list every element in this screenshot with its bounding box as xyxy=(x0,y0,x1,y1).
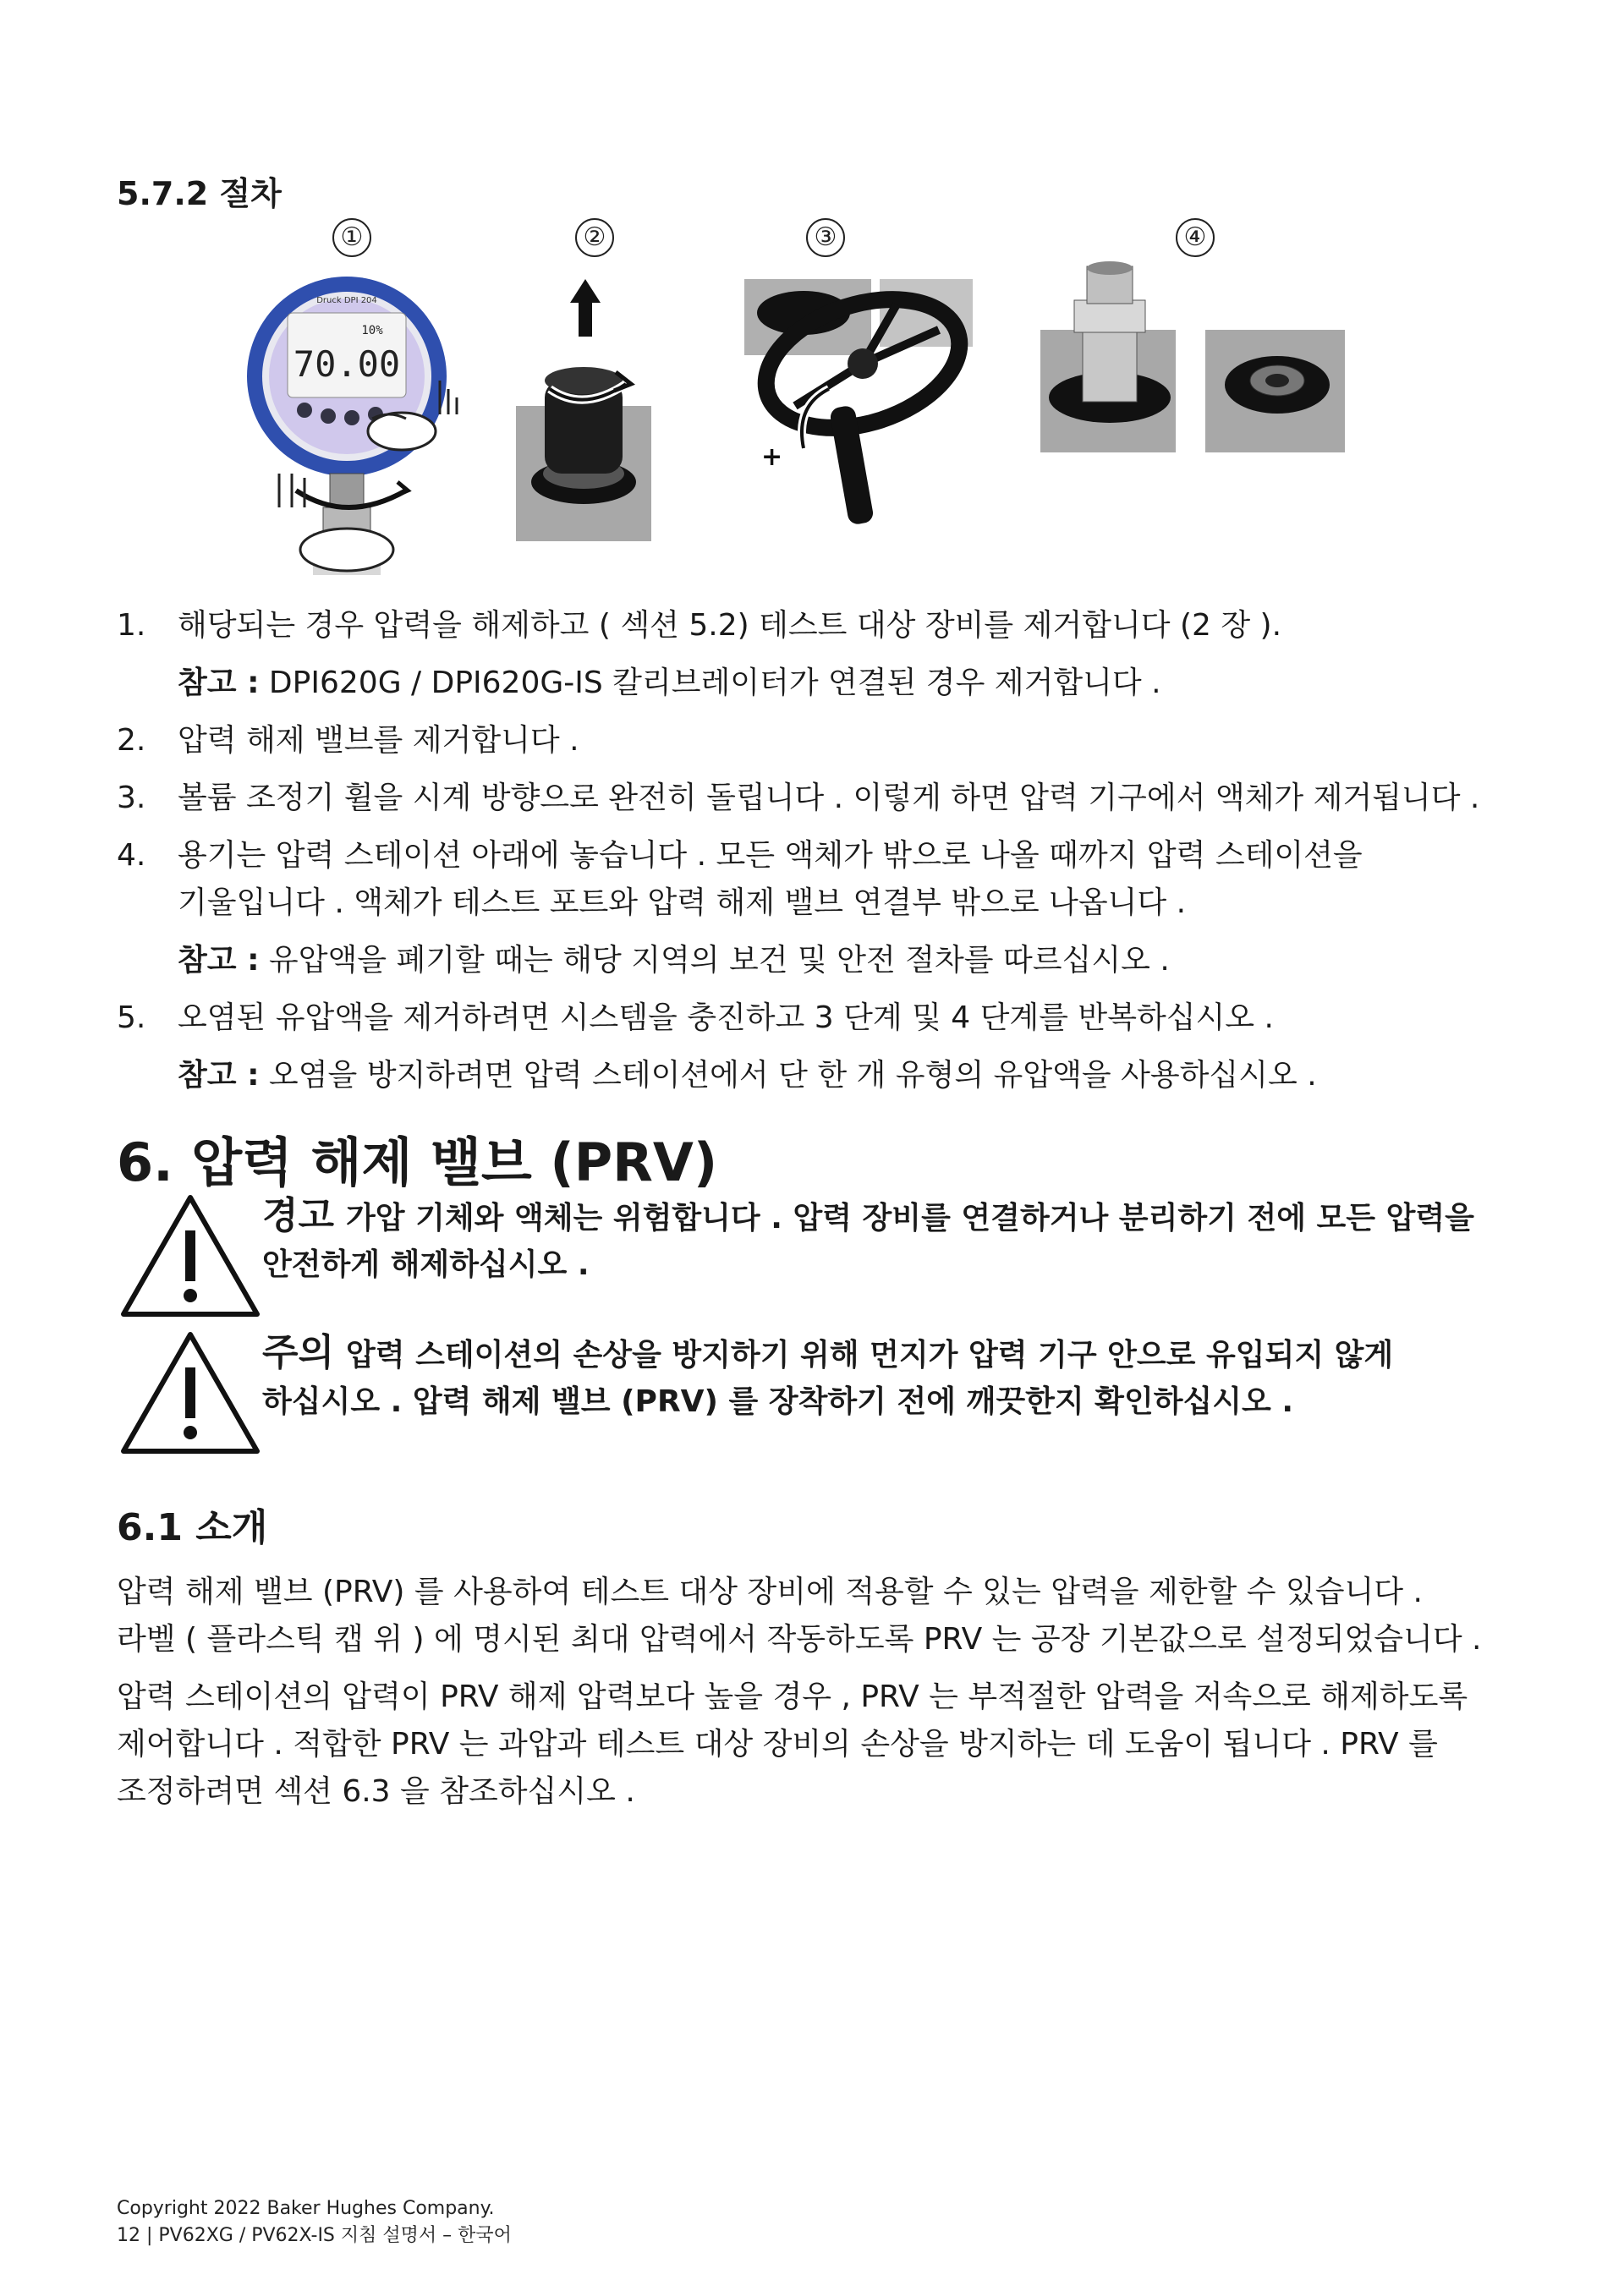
gauge-reading-text: 70.00 xyxy=(293,343,401,385)
step-4-text-continued: 기울입니다 . 액체가 테스트 포트와 압력 해제 밸브 연결부 밖으로 나옵니다 . xyxy=(178,885,1187,920)
intro-paragraph-1-line-2: 라벨 ( 플라스틱 캡 위 ) 에 명시된 최대 압력에서 작동하도록 PRV 는 공장 기본값으로 설정되었습니다 . xyxy=(117,1622,1482,1657)
adapter-fitting-illustration xyxy=(1040,258,1345,452)
note-text: 오염을 방지하려면 압력 스테이션에서 단 한 개 유형의 유압액을 사용하십시오 . xyxy=(259,1058,1317,1093)
figure-number-4: ④ xyxy=(1176,218,1215,257)
step-5-text: 오염된 유압액을 제거하려면 시스템을 충진하고 3 단계 및 4 단계를 반복하십시오 . xyxy=(178,1000,1274,1035)
gauge-brand-text: Druck DPI 204 xyxy=(316,296,377,305)
step-4-number: 4. xyxy=(117,838,146,873)
section-heading-6: 6. 압력 해제 밸브 (PRV) xyxy=(117,1132,718,1193)
caution-triangle-icon xyxy=(118,1329,262,1456)
intro-paragraph-2-line-1: 압력 스테이션의 압력이 PRV 해제 압력보다 높을 경우 , PRV 는 부적절한 압력을 저속으로 해제하도록 xyxy=(117,1680,1468,1714)
note-label: 참고 : xyxy=(178,666,260,700)
caution-line-2: 하십시오 . 압력 해제 밸브 (PRV) 를 장착하기 전에 깨끗한지 확인하십시오 . xyxy=(262,1384,1294,1419)
intro-paragraph-2-line-2: 제어합니다 . 적합한 PRV 는 과압과 테스트 대상 장비의 손상을 방지하는 데 도움이 됩니다 . PRV 를 xyxy=(117,1727,1438,1762)
step-5-note xyxy=(178,1052,1317,1099)
gauge-percent-text: 10% xyxy=(361,324,383,337)
step-3-number: 3. xyxy=(117,781,146,815)
section-heading-5-7-2: 5.7.2 절차 xyxy=(117,175,282,212)
step-3-text: 볼륨 조정기 휠을 시계 방향으로 완전히 돌립니다 . 이렇게 하면 압력 기구에서 액체가 제거됩니다 . xyxy=(178,781,1480,815)
footer-copyright: Copyright 2022 Baker Hughes Company. xyxy=(117,2198,495,2219)
warning-label: 경고 xyxy=(262,1194,335,1237)
intro-paragraph-1-line-1: 압력 해제 밸브 (PRV) 를 사용하여 테스트 대상 장비에 적용할 수 있는 압력을 제한할 수 있습니다 . xyxy=(117,1575,1423,1609)
step-1-number: 1. xyxy=(117,608,146,643)
step-1-note xyxy=(178,660,1161,707)
step-1-text: 해당되는 경우 압력을 해제하고 ( 섹션 5.2) 테스트 대상 장비를 제거합니다 (2 장 ). xyxy=(178,608,1282,643)
caution-label: 주의 xyxy=(262,1331,335,1374)
step-2-text: 압력 해제 밸브를 제거합니다 . xyxy=(178,723,579,758)
figure-number-3: ③ xyxy=(806,218,845,257)
note-label: 참고 : xyxy=(178,943,260,978)
warning-text: 가압 기체와 액체는 위험합니다 . 압력 장비를 연결하거나 분리하기 전에 모든 압력을 xyxy=(346,1201,1474,1236)
gauge-removal-illustration xyxy=(245,271,465,592)
step-2-number: 2. xyxy=(117,723,146,758)
svg-text:+: + xyxy=(761,442,783,472)
step-4-note xyxy=(178,937,1170,984)
note-text: DPI620G / DPI620G-IS 칼리브레이터가 연결된 경우 제거합니다 . xyxy=(259,666,1161,700)
figure-number-1: ① xyxy=(332,218,371,257)
caution-text: 압력 스테이션의 손상을 방지하기 위해 먼지가 압력 기구 안으로 유입되지 않게 xyxy=(346,1338,1394,1373)
section-heading-6-1: 6.1 소개 xyxy=(117,1506,268,1549)
warning-line-1 xyxy=(262,1192,1474,1242)
footer-page-line: 12 | PV62XG / PV62X-IS 지침 설명서 – 한국어 xyxy=(117,2225,512,2246)
step-5-number: 5. xyxy=(117,1000,146,1035)
intro-paragraph-2-line-3: 조정하려면 섹션 6.3 을 참조하십시오 . xyxy=(117,1774,635,1809)
caution-line-1 xyxy=(262,1329,1393,1379)
note-text: 유압액을 폐기할 때는 해당 지역의 보건 및 안전 절차를 따르십시오 . xyxy=(259,943,1170,978)
handwheel-illustration xyxy=(744,279,973,541)
warning-line-2: 안전하게 해제하십시오 . xyxy=(262,1247,590,1282)
valve-removal-illustration xyxy=(516,279,651,541)
note-label: 참고 : xyxy=(178,1058,260,1093)
warning-triangle-icon xyxy=(118,1192,262,1319)
figure-number-2: ② xyxy=(575,218,614,257)
up-arrow-icon xyxy=(570,279,601,337)
step-4-text: 용기는 압력 스테이션 아래에 놓습니다 . 모든 액체가 밖으로 나올 때까지 압력 스테이션을 xyxy=(178,838,1363,873)
